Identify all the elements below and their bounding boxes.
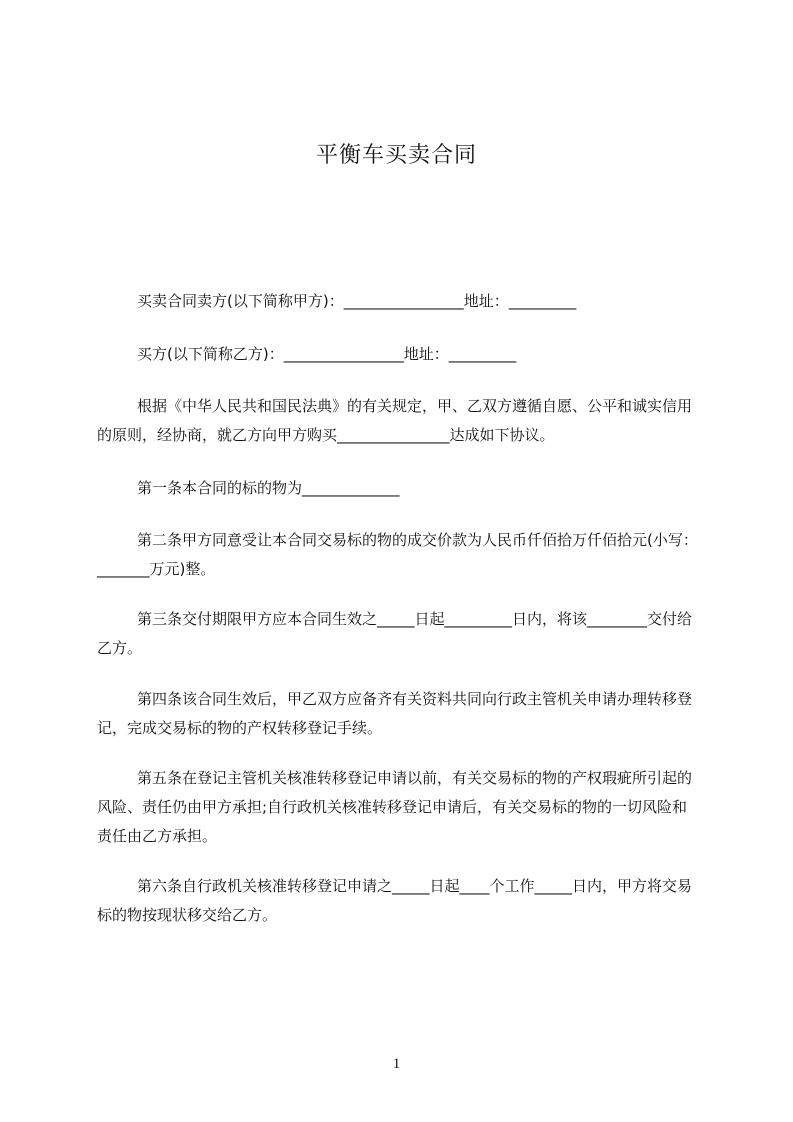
document-title: 平衡车买卖合同 [315, 143, 477, 168]
paragraph-text: 第一条本合同的标的物为_____________ [137, 479, 400, 497]
paragraph-text: 第六条自行政机关核准转移登记申请之_____日起____个工作_____日内，甲方将交易标的物按现状移交给乙方。 [97, 877, 693, 924]
paragraph-article-4 [97, 685, 700, 743]
paragraph-text: 买卖合同卖方(以下简称甲方)：________________地址：_________ [137, 292, 577, 310]
paragraph-article-3 [97, 605, 700, 663]
paragraph-article-5 [97, 764, 700, 851]
page-number: 1 [392, 1056, 401, 1072]
paragraph-text: 第三条交付期限甲方应本合同生效之_____日起_________日内，将该________交付给乙方。 [97, 610, 693, 657]
paragraph-preamble [97, 392, 700, 450]
paragraph-text: 根据《中华人民共和国民法典》的有关规定，甲、乙双方遵循自愿、公平和诚实信用的原则，经协商，就乙方向甲方购买_______________达成如下协议。 [97, 397, 693, 444]
paragraph-text: 买方(以下简称乙方)：________________地址：_________ [137, 345, 517, 363]
paragraph-seller [97, 287, 700, 316]
paragraph-text: 第五条在登记主管机关核准转移登记申请以前，有关交易标的物的产权瑕疵所引起的风险、责任仍由甲方承担;自行政机关核准转移登记申请后，有关交易标的物的一切风险和责任由乙方承担。 [97, 769, 693, 845]
paragraph-text: 第二条甲方同意受让本合同交易标的物的成交价款为人民币仟佰拾万仟佰拾元(小写：_______万元)整。 [97, 531, 698, 578]
paragraph-buyer [97, 340, 700, 369]
paragraph-article-2 [97, 526, 700, 584]
paragraph-article-6 [97, 872, 700, 930]
paragraph-article-1 [97, 474, 700, 503]
paragraph-text: 第四条该合同生效后，甲乙双方应备齐有关资料共同向行政主管机关申请办理转移登记，完成交易标的物的产权转移登记手续。 [97, 690, 693, 737]
